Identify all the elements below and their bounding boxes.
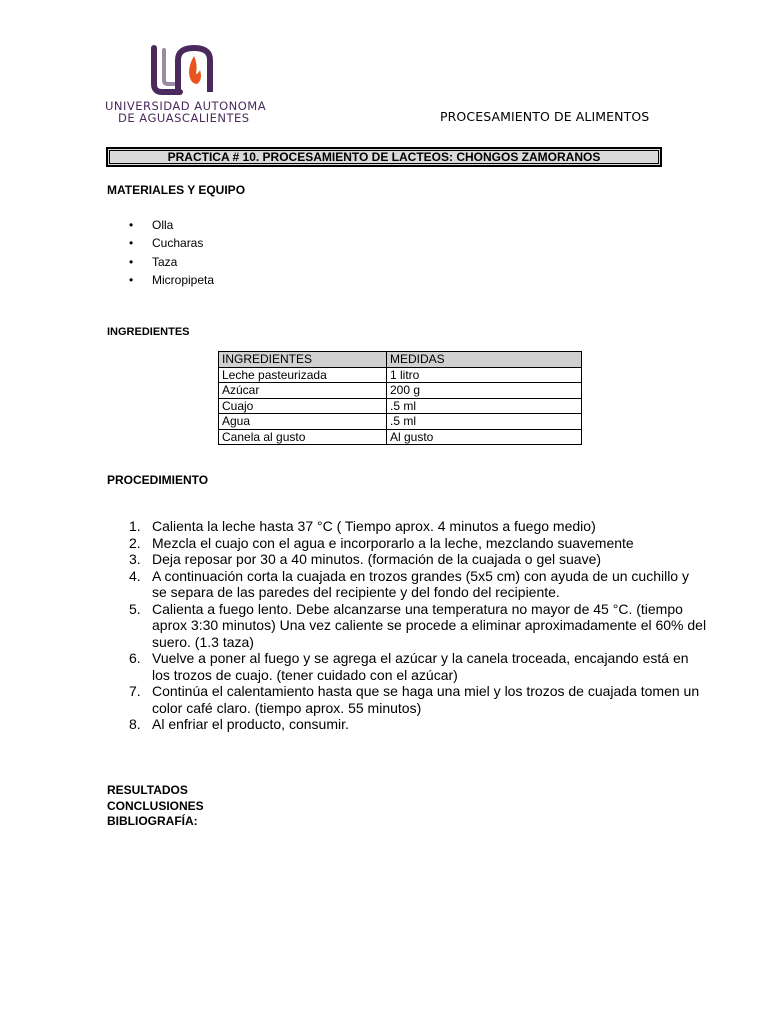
column-header: MEDIDAS	[387, 352, 582, 368]
table-row	[219, 429, 582, 445]
practice-title: PRACTICA # 10. PROCESAMIENTO DE LACTEOS: CHONGOS ZAMORANOS	[106, 147, 662, 167]
list-item: • Cucharas	[107, 234, 214, 252]
measure-cell: 1 litro	[387, 367, 582, 383]
course-name: PROCESAMIENTO DE ALIMENTOS	[440, 109, 650, 124]
procedure-step: 4. A continuación corta la cuajada en trozos grandes (5x5 cm) con ayuda de un cuchillo y se separa de las paredes del recipiente y del fondo del recipiente.	[129, 567, 689, 600]
ingredients-table	[218, 351, 582, 445]
table-row	[219, 414, 582, 430]
procedure-step: 6. Vuelve a poner al fuego y se agrega el azúcar y la canela troceada, encajando está en los trozos de cuajo. (tener cuidado con el azúcar)	[129, 650, 689, 683]
bibliography-heading: BIBLIOGRAFÍA:	[107, 814, 198, 828]
ingredients-heading: INGREDIENTES	[107, 326, 190, 338]
university-logo	[105, 44, 265, 124]
university-name-line2: DE AGUASCALIENTES	[118, 111, 250, 125]
list-item: • Olla	[107, 216, 214, 234]
procedure-step: 3. Deja reposar por 30 a 40 minutos. (formación de la cuajada o gel suave)	[129, 551, 602, 567]
ingredient-cell: Canela al gusto	[219, 429, 387, 445]
ingredient-cell: Cuajo	[219, 398, 387, 414]
measure-cell: Al gusto	[387, 429, 582, 445]
ingredient-cell: Azúcar	[219, 383, 387, 399]
closing-sections	[107, 783, 204, 830]
table-header-row	[219, 352, 582, 368]
materials-list	[107, 216, 214, 289]
procedure-step: 7. Continúa el calentamiento hasta que se haga una miel y los trozos de cuajada tomen un color café claro. (tiempo aprox. 55 minutos)	[129, 683, 700, 716]
procedure-step: 1. Calienta la leche hasta 37 °C ( Tiempo aprox. 4 minutos a fuego medio)	[129, 518, 596, 534]
measure-cell: .5 ml	[387, 398, 582, 414]
procedure-step: 2. Mezcla el cuajo con el agua e incorporarlo a la leche, mezclando suavemente	[129, 534, 634, 551]
table-row	[219, 367, 582, 383]
ingredient-cell: Leche pasteurizada	[219, 367, 387, 383]
conclusions-heading: CONCLUSIONES	[107, 798, 204, 813]
procedure-list	[107, 518, 707, 733]
procedure-heading: PROCEDIMIENTO	[107, 473, 209, 487]
university-name-line1: UNIVERSIDAD AUTONOMA	[105, 99, 267, 113]
procedure-step: 8. Al enfriar el producto, consumir.	[129, 716, 349, 732]
list-item: • Micropipeta	[107, 271, 214, 289]
procedure-step: 5. Calienta a fuego lento. Debe alcanzarse una temperatura no mayor de 45 °C. (tiempo aprox 3:30 minutos) Una vez caliente se procede a eliminar aproximadamente el 60% del suero. (1.3 taza)	[129, 600, 707, 650]
university-emblem-icon	[150, 44, 220, 96]
list-item: • Taza	[107, 253, 214, 271]
table-row	[219, 383, 582, 399]
results-heading: RESULTADOS	[107, 783, 188, 797]
materials-heading: MATERIALES Y EQUIPO	[107, 183, 246, 197]
measure-cell: .5 ml	[387, 414, 582, 430]
column-header: INGREDIENTES	[219, 352, 387, 368]
ingredient-cell: Agua	[219, 414, 387, 430]
measure-cell: 200 g	[387, 383, 582, 399]
table-row	[219, 398, 582, 414]
